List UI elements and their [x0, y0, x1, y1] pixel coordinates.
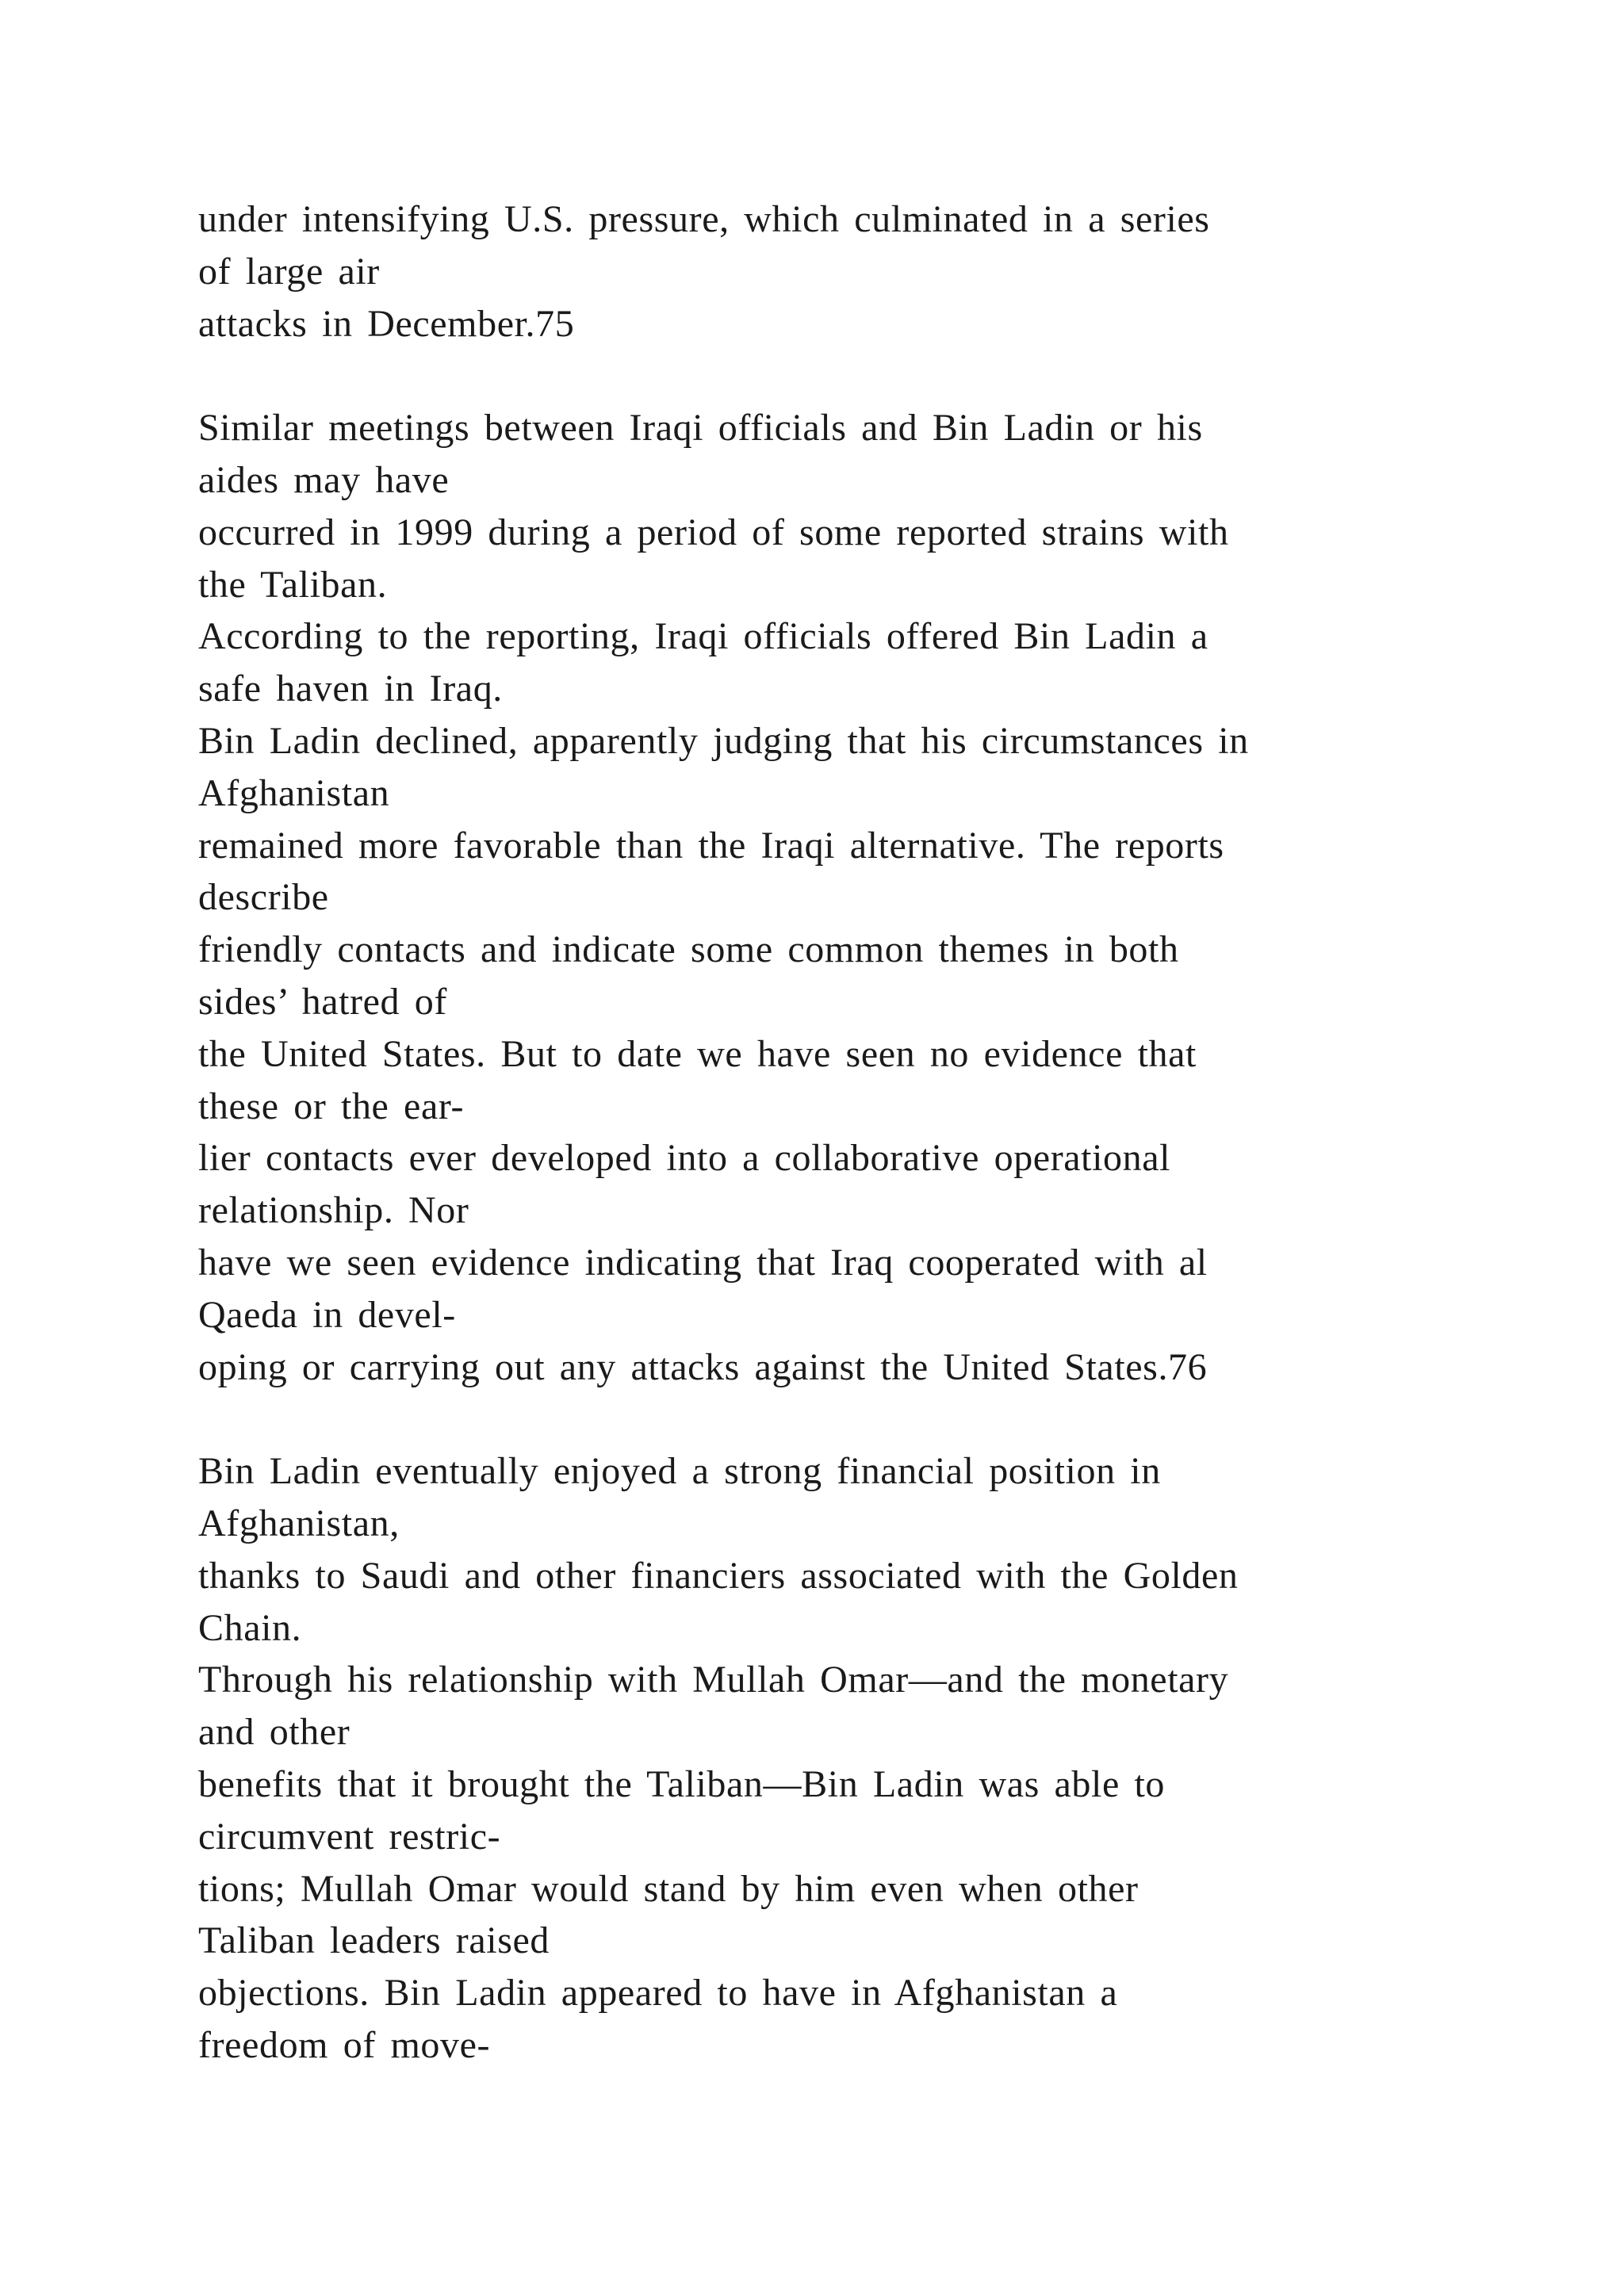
text-line: friendly contacts and indicate some common themes in both [198, 928, 1179, 971]
text-line: circumvent restric- [198, 1815, 501, 1858]
text-line: freedom of move- [198, 2023, 491, 2066]
text-line: objections. Bin Ladin appeared to have in Afghanistan a [198, 1972, 1118, 2015]
text-line: attacks in December.75 [198, 302, 575, 345]
text-line: the United States. But to date we have seen no evidence that [198, 1032, 1197, 1075]
paragraph-gap [198, 1393, 1546, 1445]
text-line: thanks to Saudi and other financiers associated with the Golden [198, 1554, 1239, 1597]
text-line: Qaeda in devel- [198, 1293, 456, 1336]
text-line: describe [198, 876, 329, 919]
text-line: these or the ear- [198, 1085, 465, 1127]
text-line: of large air [198, 250, 380, 293]
text-line: Chain. [198, 1606, 302, 1649]
text-line: lier contacts ever developed into a collaborative operational [198, 1137, 1171, 1180]
document-body [198, 193, 1546, 2072]
paragraph-gap [198, 350, 1546, 402]
text-line: under intensifying U.S. pressure, which culminated in a series [198, 198, 1210, 240]
text-line: oping or carrying out any attacks against the United States.76 [198, 1345, 1208, 1388]
text-line: Through his relationship with Mullah Omar—and the monetary [198, 1659, 1229, 1701]
text-line: occurred in 1999 during a period of some reported strains with [198, 511, 1229, 553]
text-line: sides’ hatred of [198, 980, 447, 1023]
text-line: tions; Mullah Omar would stand by him even when other [198, 1867, 1139, 1910]
text-line: According to the reporting, Iraqi officials offered Bin Ladin a [198, 615, 1208, 658]
paragraph [198, 193, 1546, 350]
paragraph [198, 402, 1546, 1393]
text-line: Afghanistan, [198, 1502, 400, 1544]
text-line: remained more favorable than the Iraqi alternative. The reports [198, 824, 1224, 867]
text-line: relationship. Nor [198, 1189, 469, 1232]
text-line: have we seen evidence indicating that Iraq cooperated with al [198, 1241, 1208, 1284]
text-line: Bin Ladin eventually enjoyed a strong financial position in [198, 1450, 1161, 1493]
text-line: Afghanistan [198, 771, 390, 814]
text-line: and other [198, 1711, 350, 1754]
text-line: benefits that it brought the Taliban—Bin Ladin was able to [198, 1762, 1165, 1805]
text-line: Similar meetings between Iraqi officials and Bin Ladin or his [198, 407, 1203, 450]
paragraph [198, 1445, 1546, 2072]
text-line: Bin Ladin declined, apparently judging that his circumstances in [198, 719, 1249, 762]
text-line: the Taliban. [198, 563, 388, 606]
text-line: safe haven in Iraq. [198, 668, 503, 710]
text-line: aides may have [198, 458, 450, 501]
text-line: Taliban leaders raised [198, 1919, 550, 1962]
